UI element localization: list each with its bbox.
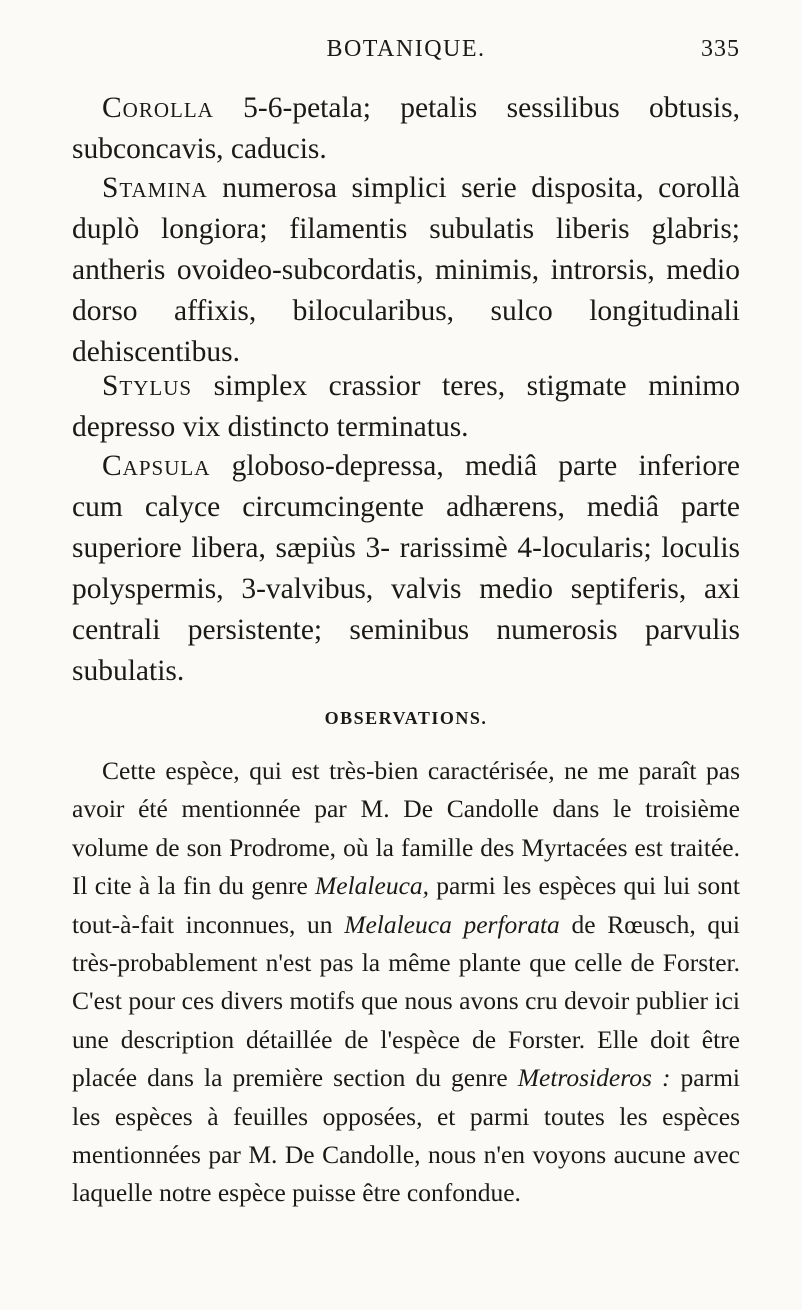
- section-heading-observations: OBSERVATIONS.: [324, 708, 488, 728]
- paragraph-text-corolla: 5-6-petala; petalis sessilibus obtusis, subconcavis, caducis.: [72, 92, 740, 165]
- paragraph-text-stamina: numerosa simplici serie disposita, corollà duplò longiora; filamentis subulatis liberis glabris; antheris ovoideo-subcordatis, minimis, introrsis, medio dorso affixis, bilocularibus, sulco longitudinali dehiscentibus.: [72, 172, 741, 368]
- observations-text-3: de Rœusch, qui très-probablement n'est pas la même plante que celle de Forster. C'est pour ces divers motifs que nous avons cru devoir publier ici une description détaillée de l'espèce de Forster. Elle doit être placée dans la première section du genre: [72, 909, 740, 1093]
- lead-word-capsula: Capsula: [102, 450, 211, 482]
- paragraph-stylus: [72, 366, 740, 448]
- genus-name-melaleuca: Melaleuca,: [315, 871, 430, 901]
- paragraph-corolla: [72, 88, 740, 170]
- page-number: 335: [701, 36, 740, 62]
- genus-name-metrosideros: Metrosideros :: [517, 1063, 671, 1093]
- observations-text-2: parmi les espèces qui lui sont tout-à-fait inconnues, un: [72, 871, 740, 939]
- species-name-melaleuca-perforata: Melaleuca perforata: [344, 909, 560, 939]
- lead-word-stamina: Stamina: [102, 172, 208, 204]
- running-head: [72, 34, 740, 68]
- paragraph-observations: [72, 752, 740, 1213]
- paragraph-text-capsula: globoso-depressa, mediâ parte inferiore cum calyce circumcingente adhærens, mediâ parte superiore libera, sæpiùs 3- rarissimè 4-locularis; loculis polyspermis, 3-valvibus, valvis medio septiferis, axi centrali persistente; seminibus numerosis parvulis subulatis.: [72, 450, 740, 687]
- lead-word-corolla: Corolla: [102, 92, 214, 124]
- paragraph-stamina: [72, 168, 740, 373]
- paragraph-capsula: [72, 446, 740, 692]
- paragraph-text-stylus: simplex crassior teres, stigmate minimo depresso vix distincto terminatus.: [72, 370, 740, 443]
- running-title: BOTANIQUE.: [326, 36, 486, 62]
- lead-word-stylus: Stylus: [102, 370, 193, 402]
- observations-text-1: Cette espèce, qui est très-bien caractérisée, ne me paraît pas avoir été mentionnée par M. De Candolle dans le troisième volume de son Prodrome, où la famille des Myrtacées est traitée. Il cite à la fin du genre: [72, 756, 740, 901]
- observations-text-4: parmi les espèces à feuilles opposées, et parmi toutes les espèces mentionnées par M. De Candolle, nous n'en voyons aucune avec laquelle notre espèce puisse être confondue.: [72, 1063, 740, 1208]
